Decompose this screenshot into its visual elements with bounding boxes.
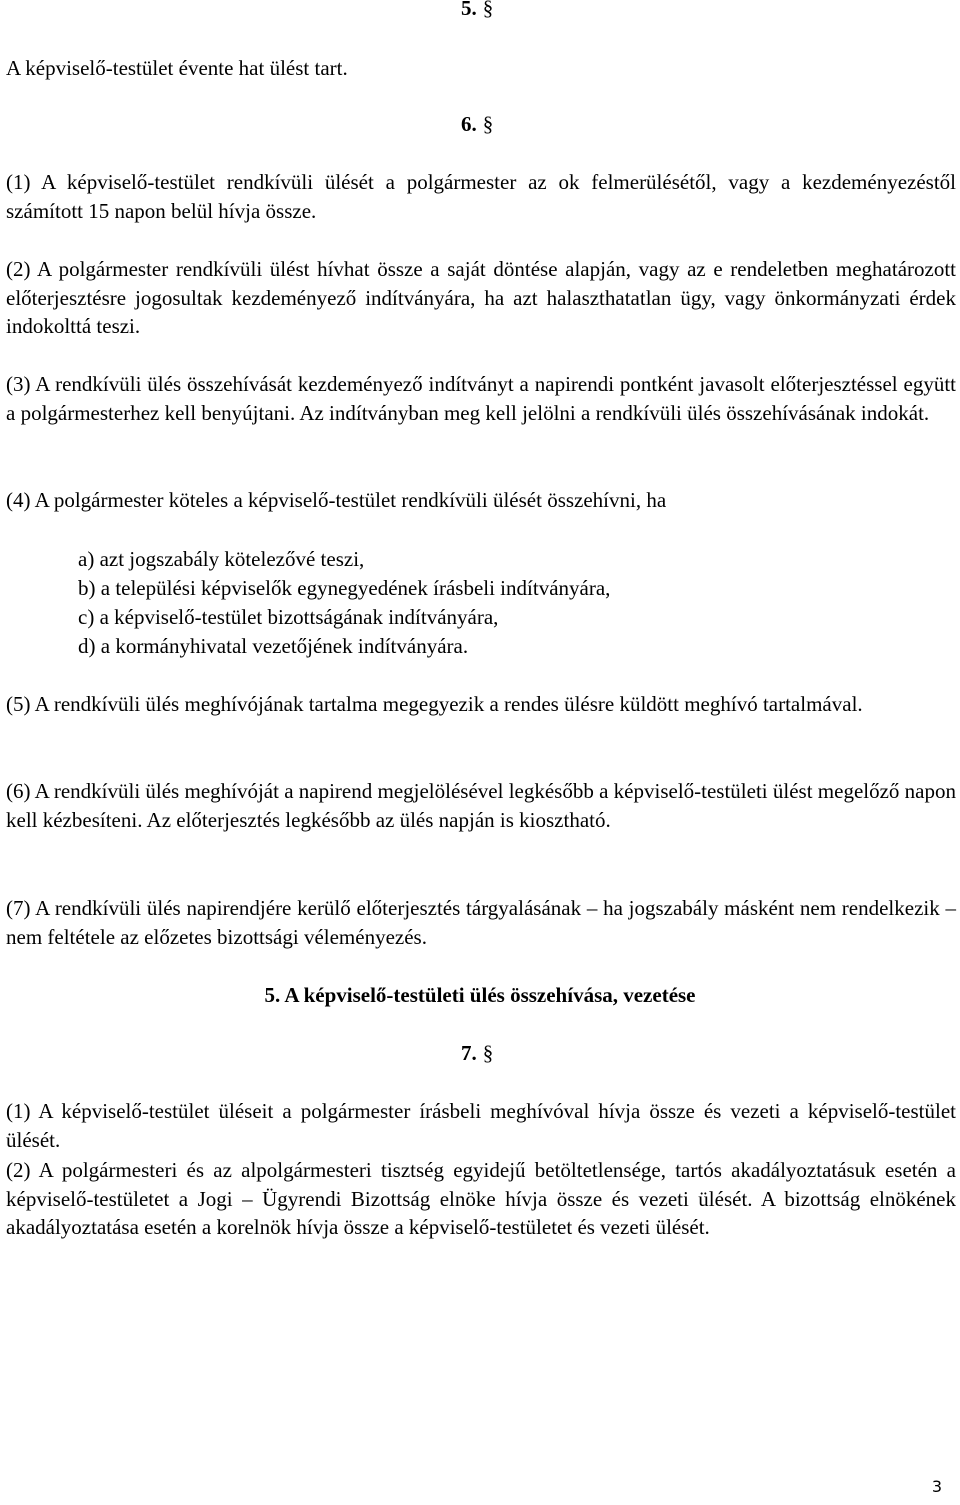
section-symbol: § bbox=[482, 1041, 494, 1065]
list-item: a) azt jogszabály kötelezővé teszi, bbox=[78, 547, 365, 571]
section-number: 5. bbox=[461, 0, 477, 20]
section-number: 6. bbox=[461, 112, 477, 136]
paragraph-6-5: (5) A rendkívüli ülés meghívójának tartalma megegyezik a rendes ülésre küldött meghívó tartalmával. bbox=[6, 692, 863, 716]
paragraph-6-1: (1) A képviselő-testület rendkívüli ülését a polgármester az ok felmerülésétől, vagy a kezdeményezéstől számított 15 napon belül hívja össze. bbox=[6, 170, 956, 223]
paragraph-6-2: (2) A polgármester rendkívüli ülést hívhat össze a saját döntése alapján, vagy az e rendeletben meghatározott előterjesztésre jogosultak kezdeményező indítványára, ha azt halaszthatatlan ügy, vagy önkormányzati érdek indokolttá teszi. bbox=[6, 257, 956, 338]
paragraph-7-2: (2) A polgármesteri és az alpolgármesteri tisztség egyidejű betöltetlensége, tartós akadályoztatásuk esetén a képviselő-testületet a Jogi – Ügyrendi Bizottság elnöke hívja össze és vezeti ülését. A bizottság elnökének akadályoztatása esetén a korelnök hívja össze a képviselő-testületet és vezeti ülését. bbox=[6, 1158, 956, 1239]
paragraph-6-6: (6) A rendkívüli ülés meghívóját a napirend megjelölésével legkésőbb a képviselő-testületi ülést megelőző napon kell kézbesíteni. Az előterjesztés legkésőbb az ülés napján is kiosztható. bbox=[6, 779, 956, 832]
paragraph-6-7: (7) A rendkívüli ülés napirendjére kerülő előterjesztés tárgyalásának – ha jogszabály másként nem rendelkezik – nem feltétele az előzetes bizottsági véleményezés. bbox=[6, 896, 956, 949]
paragraph-6-4: (4) A polgármester köteles a képviselő-testület rendkívüli ülését összehívni, ha bbox=[6, 488, 667, 512]
intro-paragraph: A képviselő-testület évente hat ülést tart. bbox=[6, 56, 348, 80]
section-symbol: § bbox=[482, 112, 494, 136]
section-5-heading bbox=[461, 0, 493, 23]
section-7-heading bbox=[461, 1039, 493, 1068]
section-6-heading bbox=[461, 110, 493, 139]
page-number: 3 bbox=[931, 1476, 942, 1496]
section-number: 7. bbox=[461, 1041, 477, 1065]
paragraph-6-3: (3) A rendkívüli ülés összehívását kezdeményező indítványt a napirendi pontként javasolt előterjesztéssel együtt a polgármesterhez kell benyújtani. Az indítványban meg kell jelölni a rendkívüli ülés összehívásának indokát. bbox=[6, 372, 956, 425]
chapter-title: 5. A képviselő-testületi ülés összehívása, vezetése bbox=[264, 983, 696, 1007]
conditions-list bbox=[78, 545, 878, 661]
list-item: d) a kormányhivatal vezetőjének indítványára. bbox=[78, 634, 469, 658]
list-item: b) a települési képviselők egynegyedének írásbeli indítványára, bbox=[78, 576, 611, 600]
section-symbol: § bbox=[482, 0, 494, 20]
list-item: c) a képviselő-testület bizottságának indítványára, bbox=[78, 605, 499, 629]
paragraph-7-1: (1) A képviselő-testület üléseit a polgármester írásbeli meghívóval hívja össze és vezeti a képviselő-testület ülését. bbox=[6, 1099, 956, 1152]
